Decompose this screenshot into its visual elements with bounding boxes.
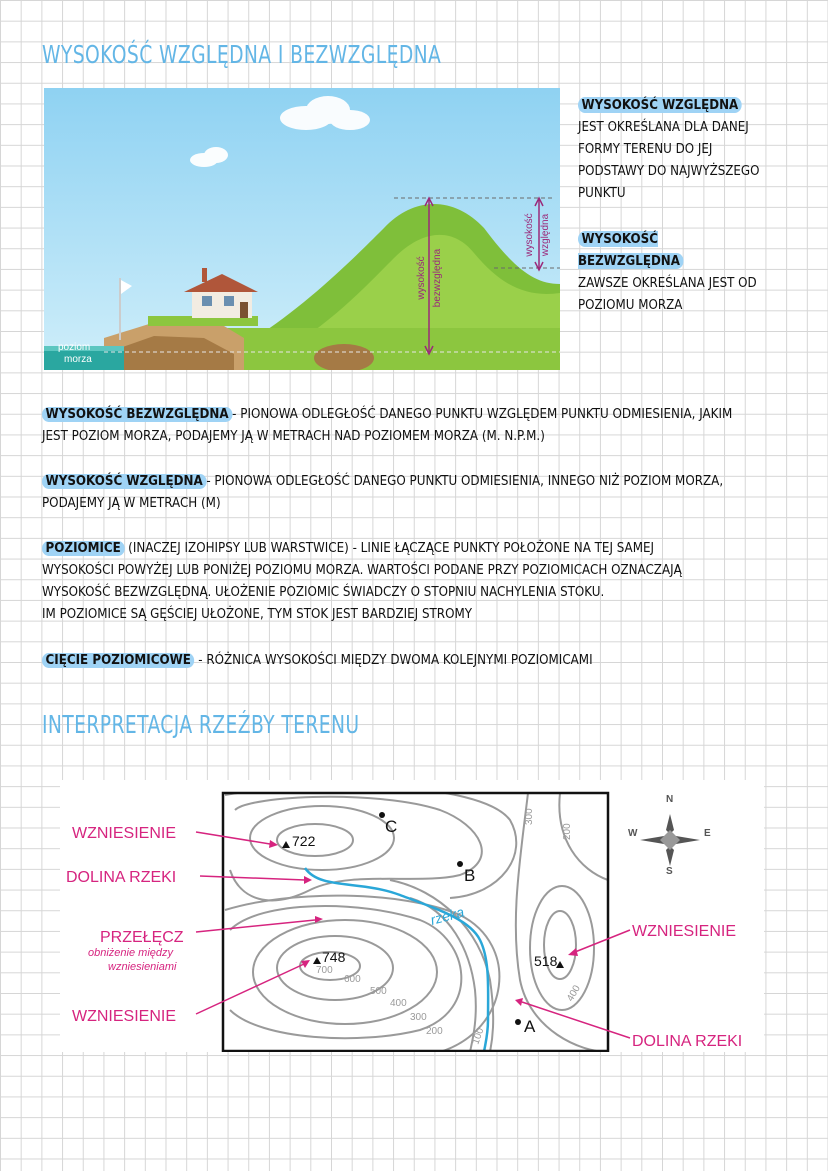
sea-label: poziom: [58, 342, 91, 353]
svg-text:DOLINA RZEKI: DOLINA RZEKI: [66, 869, 177, 886]
svg-text:DOLINA RZEKI: DOLINA RZEKI: [632, 1033, 743, 1050]
svg-text:100: 100: [470, 1026, 487, 1047]
page-title: WYSOKOŚĆ WZGLĘDNA I BEZWZGLĘDNA: [42, 40, 442, 69]
altitude-illustration: [44, 88, 560, 370]
svg-text:S: S: [666, 866, 673, 877]
svg-text:obniżenie między: obniżenie między: [88, 947, 173, 959]
svg-text:WZNIESIENIE: WZNIESIENIE: [632, 923, 737, 940]
svg-text:morza: morza: [64, 354, 92, 365]
svg-text:600: 600: [344, 974, 361, 985]
svg-text:WZNIESIENIE: WZNIESIENIE: [72, 1008, 177, 1025]
svg-text:bezwzględna: bezwzględna: [432, 248, 443, 308]
definition-contour-interval: CIĘCIE POZIOMICOWE - RÓŻNICA WYSOKOŚCI MIĘDZY DWOMA KOLEJNYMI POZIOMICAMI: [42, 650, 763, 672]
svg-text:PRZEŁĘCZ: PRZEŁĘCZ: [100, 929, 184, 946]
svg-text:W: W: [628, 828, 638, 839]
topographic-map: [60, 780, 764, 1052]
svg-text:518: 518: [534, 953, 558, 969]
svg-text:E: E: [704, 828, 711, 839]
svg-text:B: B: [464, 866, 476, 885]
definition-relative-height: WYSOKOŚĆ WZGLĘDNA - PIONOWA ODLEGŁOŚĆ DANEGO PUNKTU ODMIESIENIA, INNEGO NIŻ POZIOM MORZA, PODAJEMY JĄ W METRACH (M): [42, 474, 724, 511]
svg-text:200: 200: [426, 1026, 443, 1037]
svg-text:N: N: [666, 794, 674, 805]
side-note-relative: WYSOKOŚĆ WZGLĘDNA JEST OKREŚLANA DLA DANEJ FORMY TERENU DO JEJ PODSTAWY DO NAJWYŻSZEGO PUNKTU: [578, 97, 760, 201]
svg-text:A: A: [524, 1017, 536, 1036]
svg-text:względna: względna: [540, 213, 551, 257]
svg-text:748: 748: [322, 949, 346, 965]
svg-text:WZNIESIENIE: WZNIESIENIE: [72, 825, 177, 842]
svg-text:400: 400: [390, 998, 407, 1009]
section-title: INTERPRETACJA RZEŹBY TERENU: [42, 710, 360, 739]
svg-text:200: 200: [562, 823, 573, 840]
river-label: rzeka: [428, 903, 466, 928]
absolute-height-label: wysokość: [416, 256, 427, 300]
svg-text:700: 700: [316, 965, 333, 976]
svg-text:wzniesieniami: wzniesieniami: [108, 961, 177, 973]
definition-contour-lines: POZIOMICE (INACZEJ IZOHIPSY LUB WARSTWICE) - LINIE ŁĄCZĄCE PUNKTY POŁOŻONE NA TEJ SAMEJ WYSOKOŚCI POWYŻEJ LUB PONIŻEJ POZIOMU MORZA. WARTOŚCI PODANE PRZY POZIOMICACH OZNACZAJĄ WYSOKOŚĆ BEZWZGLĘDNĄ. UŁOŻENIE POZIOMIC ŚWIADCZY O STOPNIU NACHYLENIA STOKU. IM POZIOMICE SĄ GĘŚCIEJ UŁOŻONE, TYM STOK JEST BARDZIEJ STROMY: [42, 541, 682, 622]
svg-text:500: 500: [370, 986, 387, 997]
svg-text:300: 300: [524, 808, 535, 825]
svg-text:300: 300: [410, 1012, 427, 1023]
side-note-absolute: WYSOKOŚĆ BEZWZGLĘDNA ZAWSZE OKREŚLANA JEST OD POZIOMU MORZA: [578, 231, 757, 313]
svg-text:400: 400: [565, 983, 583, 1004]
svg-text:C: C: [385, 817, 398, 836]
relative-height-label: wysokość: [524, 213, 535, 257]
definition-absolute-height: WYSOKOŚĆ BEZWZGLĘDNA - PIONOWA ODLEGŁOŚĆ DANEGO PUNKTU WZGLĘDEM PUNKTU ODMIESIENIA, JAKIM JEST POZIOM MORZA, PODAJEMY JĄ W METRACH NAD POZIOMEM MORZA (M. N.P.M.): [42, 407, 733, 444]
svg-text:722: 722: [292, 833, 316, 849]
